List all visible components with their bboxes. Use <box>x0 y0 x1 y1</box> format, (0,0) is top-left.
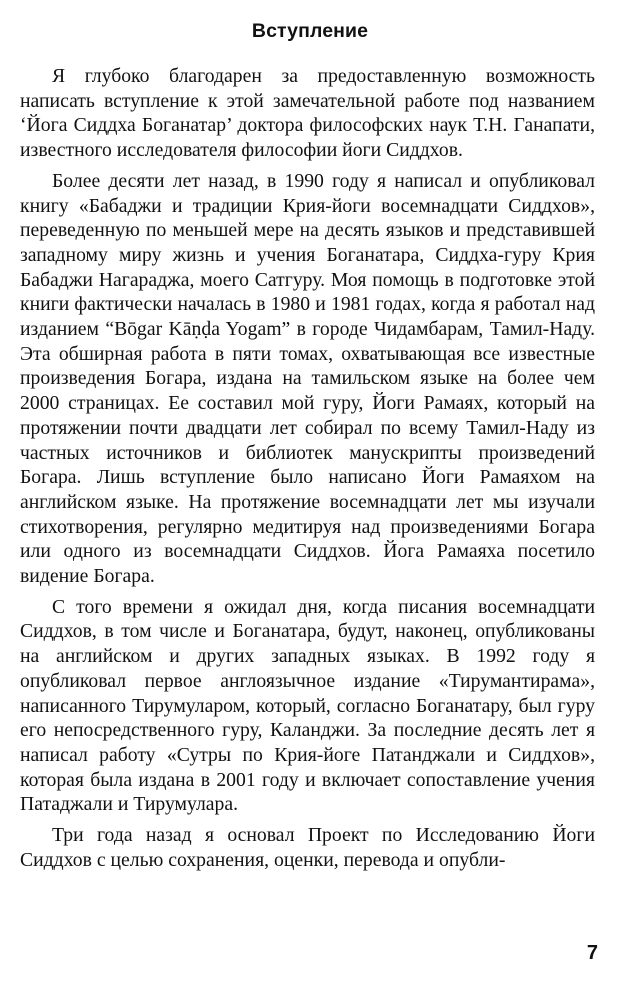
page-title: Вступление <box>251 20 369 42</box>
body-text <box>20 64 595 873</box>
paragraph-2: Более десяти лет назад, в 1990 году я написал и опубликовал книгу «Бабаджи и традиции Крия-йоги восемнадцати Сиддхов», переведенную по меньшей мере на десять языков и представившей западному миру жизнь и учения Боганатара, Сиддха-гуру Крия Бабаджи Нагараджа, моего Сатгуру. Моя помощь в подготовке этой книги фактически началась в 1980 и 1981 годах, когда я работал над изданием “Bōgar Kāṇḍa Yogam” в городе Чидамбарам, Тамил-Наду. Эта обширная работа в пяти томах, охватывающая все известные произведения Богара, издана на тамильском языке на более чем 2000 страницах. Ее составил мой гуру, Йоги Рамаях, который на протяжении почти двадцати лет собирал по всему Тамил-Наду из частных источников и библиотек манускрипты произведений Богара. Лишь вступление было написано Йоги Рамаяхом на английском языке. На протяжение восемнадцати лет мы изучали стихотворения, регулярно медитируя над произведениями Богара или одного из восемнадцати Сиддхов. Йога Рамаяха посетило видение Богара. <box>20 169 595 588</box>
paragraph-3: С того времени я ожидал дня, когда писания восемнадцати Сиддхов, в том числе и Боганатара, будут, наконец, опубликованы на английском и других западных языках. В 1992 году я опубликовал первое англоязычное издание «Тирумантирама», написанного Тирумуларом, который, согласно Боганатару, был гуру его непосредственного гуру, Каланджи. За последние десять лет я написал работу «Сутры по Крия-йоге Патанджали и Сиддхов», которая была издана в 2001 году и включает сопоставление учения Патаджали и Тирумулара. <box>20 595 595 816</box>
page-number: 7 <box>586 942 598 964</box>
paragraph-4: Три года назад я основал Проект по Исследованию Йоги Сиддхов с целью сохранения, оценки, перевода и опубли- <box>20 824 595 871</box>
paragraph-1: Я глубоко благодарен за предоставленную возможность написать вступление к этой замечательной работе под названием ‘Йога Сиддха Боганатар’ доктора философских наук Т.Н. Ганапати, известного исследователя философии йоги Сиддхов. <box>20 65 595 162</box>
